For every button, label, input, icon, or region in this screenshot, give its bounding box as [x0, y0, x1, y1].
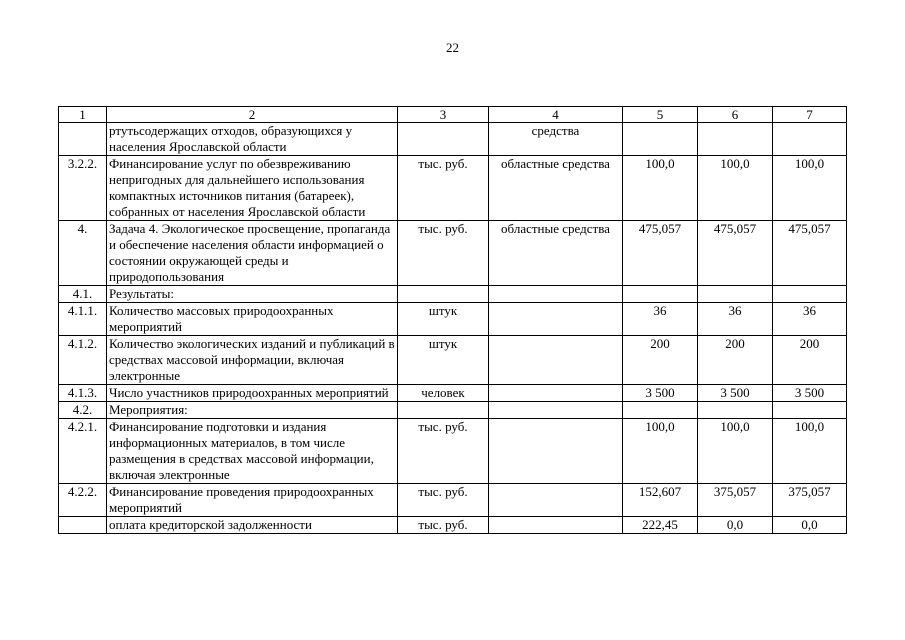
row-unit: тыс. руб.	[398, 419, 489, 484]
table-row	[59, 385, 847, 402]
row-value-5	[623, 286, 698, 303]
row-value-6: 475,057	[698, 221, 773, 286]
row-unit: штук	[398, 336, 489, 385]
row-source	[489, 286, 623, 303]
row-number: 4.2.	[59, 402, 107, 419]
row-number: 4.	[59, 221, 107, 286]
row-value-6: 0,0	[698, 517, 773, 534]
row-value-6	[698, 123, 773, 156]
row-value-7: 375,057	[773, 484, 847, 517]
row-value-5: 475,057	[623, 221, 698, 286]
row-value-6: 200	[698, 336, 773, 385]
row-value-5: 100,0	[623, 156, 698, 221]
row-value-5	[623, 402, 698, 419]
row-unit: штук	[398, 303, 489, 336]
row-number	[59, 517, 107, 534]
row-name: Финансирование услуг по обезвреживанию непригодных для дальнейшего использования компактных источников питания (батареек), собранных от населения Ярославской области	[107, 156, 398, 221]
table-header-row	[59, 107, 847, 123]
column-header: 5	[623, 107, 698, 123]
row-unit: тыс. руб.	[398, 484, 489, 517]
column-header: 1	[59, 107, 107, 123]
table-row	[59, 156, 847, 221]
row-value-7: 0,0	[773, 517, 847, 534]
table-row	[59, 221, 847, 286]
row-value-5: 200	[623, 336, 698, 385]
row-value-7: 36	[773, 303, 847, 336]
column-header: 7	[773, 107, 847, 123]
row-unit: тыс. руб.	[398, 517, 489, 534]
row-name: оплата кредиторской задолженности	[107, 517, 398, 534]
page-number: 22	[446, 40, 459, 55]
row-name: ртутьсодержащих отходов, образующихся у населения Ярославской области	[107, 123, 398, 156]
row-name: Задача 4. Экологическое просвещение, пропаганда и обеспечение населения области информацией о состоянии окружающей среды и природопользования	[107, 221, 398, 286]
row-source: областные средства	[489, 156, 623, 221]
row-source: средства	[489, 123, 623, 156]
row-value-5: 3 500	[623, 385, 698, 402]
row-name: Количество экологических изданий и публикаций в средствах массовой информации, включая электронные	[107, 336, 398, 385]
table-row	[59, 419, 847, 484]
table-row	[59, 303, 847, 336]
row-source	[489, 419, 623, 484]
row-value-6: 100,0	[698, 419, 773, 484]
column-header: 6	[698, 107, 773, 123]
row-name: Количество массовых природоохранных мероприятий	[107, 303, 398, 336]
row-value-7: 200	[773, 336, 847, 385]
row-unit: тыс. руб.	[398, 156, 489, 221]
row-number: 4.1.1.	[59, 303, 107, 336]
row-name: Число участников природоохранных мероприятий	[107, 385, 398, 402]
row-unit	[398, 402, 489, 419]
row-value-5: 152,607	[623, 484, 698, 517]
row-value-7: 100,0	[773, 419, 847, 484]
row-unit: человек	[398, 385, 489, 402]
row-source	[489, 385, 623, 402]
table-row	[59, 336, 847, 385]
row-number: 4.1.	[59, 286, 107, 303]
row-value-7: 100,0	[773, 156, 847, 221]
row-value-7	[773, 402, 847, 419]
row-number: 4.2.2.	[59, 484, 107, 517]
row-number: 4.2.1.	[59, 419, 107, 484]
row-value-6: 3 500	[698, 385, 773, 402]
table-row	[59, 123, 847, 156]
row-name: Мероприятия:	[107, 402, 398, 419]
row-value-6: 100,0	[698, 156, 773, 221]
row-source	[489, 303, 623, 336]
row-value-5: 222,45	[623, 517, 698, 534]
row-value-6	[698, 286, 773, 303]
row-value-7	[773, 286, 847, 303]
row-number: 4.1.2.	[59, 336, 107, 385]
row-source	[489, 336, 623, 385]
row-value-5: 100,0	[623, 419, 698, 484]
row-value-6	[698, 402, 773, 419]
row-unit	[398, 286, 489, 303]
column-header: 4	[489, 107, 623, 123]
row-number	[59, 123, 107, 156]
row-source	[489, 484, 623, 517]
row-value-7: 3 500	[773, 385, 847, 402]
table-row	[59, 484, 847, 517]
row-source: областные средства	[489, 221, 623, 286]
row-number: 3.2.2.	[59, 156, 107, 221]
column-header: 2	[107, 107, 398, 123]
table-row	[59, 286, 847, 303]
row-value-7: 475,057	[773, 221, 847, 286]
row-name: Финансирование проведения природоохранных мероприятий	[107, 484, 398, 517]
row-value-7	[773, 123, 847, 156]
row-unit: тыс. руб.	[398, 221, 489, 286]
table-row	[59, 402, 847, 419]
column-header: 3	[398, 107, 489, 123]
row-value-5	[623, 123, 698, 156]
row-name: Результаты:	[107, 286, 398, 303]
row-value-6: 375,057	[698, 484, 773, 517]
row-source	[489, 402, 623, 419]
row-source	[489, 517, 623, 534]
program-table	[58, 106, 847, 534]
row-value-5: 36	[623, 303, 698, 336]
table-row	[59, 517, 847, 534]
row-value-6: 36	[698, 303, 773, 336]
row-unit	[398, 123, 489, 156]
row-number: 4.1.3.	[59, 385, 107, 402]
row-name: Финансирование подготовки и издания информационных материалов, в том числе размещения в средствах массовой информации, включая электронные	[107, 419, 398, 484]
